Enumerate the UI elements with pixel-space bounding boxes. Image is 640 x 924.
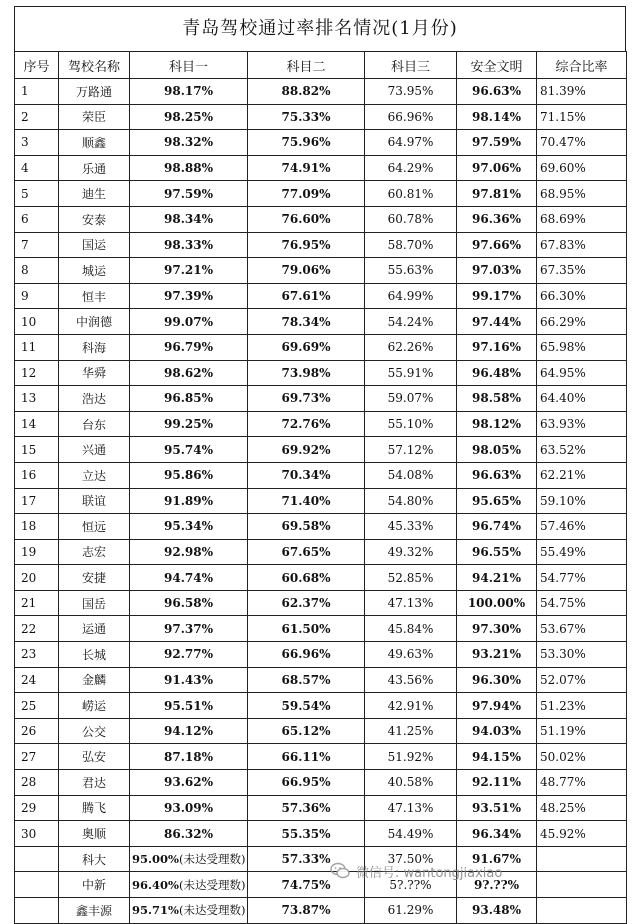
rank-cell: 28 xyxy=(15,770,59,796)
subject1-cell: 95.86% xyxy=(130,462,248,488)
subject3-cell: 51.92% xyxy=(365,744,457,770)
overall-cell: 64.40% xyxy=(537,386,627,412)
safety-cell: 98.58% xyxy=(457,386,537,412)
safety-cell: 98.05% xyxy=(457,437,537,463)
school-cell: 国岳 xyxy=(59,590,130,616)
rank-cell: 18 xyxy=(15,514,59,540)
table-row xyxy=(15,309,627,335)
safety-cell: 97.66% xyxy=(457,232,537,258)
subject3-cell: 54.24% xyxy=(365,309,457,335)
school-cell: 华舜 xyxy=(59,360,130,386)
overall-cell: 63.93% xyxy=(537,411,627,437)
overall-cell: 65.98% xyxy=(537,334,627,360)
rank-cell: 16 xyxy=(15,462,59,488)
school-cell: 公交 xyxy=(59,718,130,744)
school-cell: 恒丰 xyxy=(59,283,130,309)
header-rank: 序号 xyxy=(15,52,59,79)
overall-cell: 55.49% xyxy=(537,539,627,565)
overall-cell: 54.75% xyxy=(537,590,627,616)
subject1-note: (未达受理数) xyxy=(178,877,246,892)
overall-cell: 67.83% xyxy=(537,232,627,258)
safety-cell: 92.11% xyxy=(457,770,537,796)
school-cell: 长城 xyxy=(59,642,130,668)
safety-cell: 96.48% xyxy=(457,360,537,386)
subject3-cell: 5?.??% xyxy=(365,872,457,898)
safety-cell: 94.03% xyxy=(457,718,537,744)
safety-cell: 95.65% xyxy=(457,488,537,514)
school-cell: 荣臣 xyxy=(59,104,130,130)
rank-cell: 6 xyxy=(15,206,59,232)
school-cell: 城运 xyxy=(59,258,130,284)
subject3-cell: 49.63% xyxy=(365,642,457,668)
school-cell: 鑫丰源 xyxy=(59,898,130,924)
subject2-cell: 57.36% xyxy=(248,795,365,821)
subject3-cell: 41.25% xyxy=(365,718,457,744)
subject2-cell: 76.95% xyxy=(248,232,365,258)
subject2-cell: 73.87% xyxy=(248,898,365,924)
header-subject3: 科目三 xyxy=(365,52,457,79)
table-row xyxy=(15,283,627,309)
rank-cell: 23 xyxy=(15,642,59,668)
rank-cell: 22 xyxy=(15,616,59,642)
wechat-logo-icon xyxy=(330,862,350,880)
school-cell: 万路通 xyxy=(59,79,130,105)
school-cell: 中新 xyxy=(59,872,130,898)
subject2-cell: 77.09% xyxy=(248,181,365,207)
subject3-cell: 40.58% xyxy=(365,770,457,796)
safety-cell: 96.55% xyxy=(457,539,537,565)
school-cell: 弘安 xyxy=(59,744,130,770)
header-overall: 综合比率 xyxy=(537,52,627,79)
header-subject2: 科目二 xyxy=(248,52,365,79)
school-cell: 迪生 xyxy=(59,181,130,207)
subject3-cell: 47.13% xyxy=(365,795,457,821)
safety-cell: 93.21% xyxy=(457,642,537,668)
school-cell: 运通 xyxy=(59,616,130,642)
subject2-cell: 62.37% xyxy=(248,590,365,616)
ranking-table xyxy=(14,51,627,924)
subject2-cell: 66.96% xyxy=(248,642,365,668)
subject3-cell: 59.07% xyxy=(365,386,457,412)
subject1-note: (未达受理数) xyxy=(178,852,246,867)
rank-cell: 9 xyxy=(15,283,59,309)
rank-cell xyxy=(15,846,59,872)
safety-cell: 99.17% xyxy=(457,283,537,309)
subject1-cell: 86.32% xyxy=(130,821,248,847)
school-cell: 崂运 xyxy=(59,693,130,719)
subject1-cell: 98.17% xyxy=(130,79,248,105)
rank-cell: 4 xyxy=(15,155,59,181)
overall-cell: 66.29% xyxy=(537,309,627,335)
rank-cell: 26 xyxy=(15,718,59,744)
rank-cell xyxy=(15,872,59,898)
subject1-cell: 94.12% xyxy=(130,718,248,744)
subject2-cell: 55.35% xyxy=(248,821,365,847)
subject1-note: (未达受理数) xyxy=(178,903,246,918)
safety-cell: 93.51% xyxy=(457,795,537,821)
subject1-cell: 94.74% xyxy=(130,565,248,591)
rank-cell: 11 xyxy=(15,334,59,360)
subject1-cell: 97.37% xyxy=(130,616,248,642)
rank-cell: 19 xyxy=(15,539,59,565)
school-cell: 君达 xyxy=(59,770,130,796)
table-row xyxy=(15,821,627,847)
rank-cell: 30 xyxy=(15,821,59,847)
safety-cell: 97.59% xyxy=(457,130,537,156)
table-row xyxy=(15,206,627,232)
subject2-cell: 67.61% xyxy=(248,283,365,309)
table-row xyxy=(15,155,627,181)
rank-cell: 29 xyxy=(15,795,59,821)
rank-cell: 8 xyxy=(15,258,59,284)
overall-cell: 51.19% xyxy=(537,718,627,744)
safety-cell: 97.06% xyxy=(457,155,537,181)
subject2-cell: 59.54% xyxy=(248,693,365,719)
rank-cell: 5 xyxy=(15,181,59,207)
rank-cell: 13 xyxy=(15,386,59,412)
safety-cell: 96.63% xyxy=(457,462,537,488)
subject3-cell: 62.26% xyxy=(365,334,457,360)
subject2-cell: 60.68% xyxy=(248,565,365,591)
overall-cell xyxy=(537,898,627,924)
subject2-cell: 74.91% xyxy=(248,155,365,181)
table-row xyxy=(15,795,627,821)
subject2-cell: 65.12% xyxy=(248,718,365,744)
header-school: 驾校名称 xyxy=(59,52,130,79)
rank-cell: 20 xyxy=(15,565,59,591)
subject3-cell: 49.32% xyxy=(365,539,457,565)
subject1-cell: 93.09% xyxy=(130,795,248,821)
subject1-cell: 98.33% xyxy=(130,232,248,258)
subject1-cell: 97.21% xyxy=(130,258,248,284)
subject3-cell: 55.63% xyxy=(365,258,457,284)
subject1-value: 95.00% xyxy=(132,852,179,867)
subject3-cell: 66.96% xyxy=(365,104,457,130)
subject3-cell: 54.49% xyxy=(365,821,457,847)
table-row xyxy=(15,411,627,437)
subject1-cell: 97.59% xyxy=(130,181,248,207)
overall-cell: 45.92% xyxy=(537,821,627,847)
subject3-cell: 45.33% xyxy=(365,514,457,540)
subject3-cell: 64.99% xyxy=(365,283,457,309)
school-cell: 顺鑫 xyxy=(59,130,130,156)
school-cell: 安捷 xyxy=(59,565,130,591)
subject1-cell: 97.39% xyxy=(130,283,248,309)
subject3-cell: 61.29% xyxy=(365,898,457,924)
safety-cell: 94.21% xyxy=(457,565,537,591)
subject2-cell: 69.92% xyxy=(248,437,365,463)
subject1-value: 96.40% xyxy=(132,877,179,892)
table-row xyxy=(15,514,627,540)
school-cell: 台东 xyxy=(59,411,130,437)
subject1-cell: 95.74% xyxy=(130,437,248,463)
safety-cell: 94.15% xyxy=(457,744,537,770)
safety-cell: 97.94% xyxy=(457,693,537,719)
subject1-cell: 87.18% xyxy=(130,744,248,770)
ranking-document xyxy=(14,6,626,924)
subject2-cell: 68.57% xyxy=(248,667,365,693)
rank-cell: 27 xyxy=(15,744,59,770)
table-row xyxy=(15,565,627,591)
safety-cell: 100.00% xyxy=(457,590,537,616)
subject1-cell: 98.34% xyxy=(130,206,248,232)
rank-cell: 25 xyxy=(15,693,59,719)
subject1-cell: 93.62% xyxy=(130,770,248,796)
rank-cell: 3 xyxy=(15,130,59,156)
rank-cell: 2 xyxy=(15,104,59,130)
safety-cell: 93.48% xyxy=(457,898,537,924)
overall-cell: 69.60% xyxy=(537,155,627,181)
subject2-cell: 88.82% xyxy=(248,79,365,105)
rank-cell: 1 xyxy=(15,79,59,105)
school-cell: 志宏 xyxy=(59,539,130,565)
table-row xyxy=(15,718,627,744)
subject3-cell: 47.13% xyxy=(365,590,457,616)
table-row xyxy=(15,744,627,770)
table-row xyxy=(15,104,627,130)
table-row xyxy=(15,258,627,284)
school-cell: 国运 xyxy=(59,232,130,258)
overall-cell: 57.46% xyxy=(537,514,627,540)
subject1-cell: 96.58% xyxy=(130,590,248,616)
subject2-cell: 71.40% xyxy=(248,488,365,514)
safety-cell: 91.67% xyxy=(457,846,537,872)
safety-cell: 96.34% xyxy=(457,821,537,847)
school-cell: 科海 xyxy=(59,334,130,360)
overall-cell: 50.02% xyxy=(537,744,627,770)
subject3-cell: 73.95% xyxy=(365,79,457,105)
overall-cell: 54.77% xyxy=(537,565,627,591)
school-cell: 金麟 xyxy=(59,667,130,693)
subject3-cell: 60.78% xyxy=(365,206,457,232)
overall-cell: 51.23% xyxy=(537,693,627,719)
subject2-cell: 69.58% xyxy=(248,514,365,540)
school-cell: 科大 xyxy=(59,846,130,872)
school-cell: 安泰 xyxy=(59,206,130,232)
school-cell: 奥顺 xyxy=(59,821,130,847)
safety-cell: 97.03% xyxy=(457,258,537,284)
subject1-cell: 96.85% xyxy=(130,386,248,412)
subject1-cell: 98.32% xyxy=(130,130,248,156)
overall-cell: 62.21% xyxy=(537,462,627,488)
subject3-cell: 58.70% xyxy=(365,232,457,258)
overall-cell: 68.69% xyxy=(537,206,627,232)
table-row xyxy=(15,130,627,156)
school-cell: 立达 xyxy=(59,462,130,488)
document-title: 青岛驾校通过率排名情况(1月份) xyxy=(14,6,626,51)
school-cell: 恒远 xyxy=(59,514,130,540)
table-row xyxy=(15,360,627,386)
school-cell: 腾飞 xyxy=(59,795,130,821)
rank-cell: 17 xyxy=(15,488,59,514)
overall-cell: 59.10% xyxy=(537,488,627,514)
school-cell: 联谊 xyxy=(59,488,130,514)
safety-cell: 96.30% xyxy=(457,667,537,693)
watermark xyxy=(330,858,630,884)
safety-cell: 97.44% xyxy=(457,309,537,335)
subject2-cell: 76.60% xyxy=(248,206,365,232)
overall-cell: 70.47% xyxy=(537,130,627,156)
safety-cell: 96.36% xyxy=(457,206,537,232)
subject2-cell: 75.33% xyxy=(248,104,365,130)
table-row xyxy=(15,667,627,693)
overall-cell: 52.07% xyxy=(537,667,627,693)
school-cell: 浩达 xyxy=(59,386,130,412)
overall-cell: 67.35% xyxy=(537,258,627,284)
safety-cell: 97.16% xyxy=(457,334,537,360)
subject3-cell: 64.29% xyxy=(365,155,457,181)
safety-cell: 96.74% xyxy=(457,514,537,540)
rank-cell: 7 xyxy=(15,232,59,258)
subject2-cell: 75.96% xyxy=(248,130,365,156)
overall-cell: 81.39% xyxy=(537,79,627,105)
table-row xyxy=(15,693,627,719)
subject3-cell: 55.91% xyxy=(365,360,457,386)
subject1-cell: 91.89% xyxy=(130,488,248,514)
subject3-cell: 55.10% xyxy=(365,411,457,437)
safety-cell: 9?.??% xyxy=(457,872,537,898)
subject3-cell: 64.97% xyxy=(365,130,457,156)
subject3-cell: 54.08% xyxy=(365,462,457,488)
subject2-cell: 67.65% xyxy=(248,539,365,565)
school-cell: 兴通 xyxy=(59,437,130,463)
table-row xyxy=(15,437,627,463)
school-cell: 乐通 xyxy=(59,155,130,181)
subject3-cell: 37.50% xyxy=(365,846,457,872)
subject3-cell: 43.56% xyxy=(365,667,457,693)
watermark-text: 微信号: wantongjiaxiao xyxy=(356,865,503,881)
subject1-cell: 95.51% xyxy=(130,693,248,719)
subject1-cell xyxy=(130,898,248,924)
subject2-cell: 74.75% xyxy=(248,872,365,898)
subject2-cell: 72.76% xyxy=(248,411,365,437)
overall-cell: 48.25% xyxy=(537,795,627,821)
rank-cell: 14 xyxy=(15,411,59,437)
safety-cell: 98.12% xyxy=(457,411,537,437)
table-row xyxy=(15,79,627,105)
subject3-cell: 42.91% xyxy=(365,693,457,719)
subject1-cell: 98.88% xyxy=(130,155,248,181)
table-row xyxy=(15,539,627,565)
subject2-cell: 70.34% xyxy=(248,462,365,488)
table-row xyxy=(15,616,627,642)
table-row xyxy=(15,590,627,616)
school-cell: 中润德 xyxy=(59,309,130,335)
table-row xyxy=(15,386,627,412)
safety-cell: 97.81% xyxy=(457,181,537,207)
header-safety: 安全文明 xyxy=(457,52,537,79)
rank-cell xyxy=(15,898,59,924)
subject3-cell: 52.85% xyxy=(365,565,457,591)
subject3-cell: 45.84% xyxy=(365,616,457,642)
table-row xyxy=(15,488,627,514)
subject1-cell: 99.07% xyxy=(130,309,248,335)
subject2-cell: 69.69% xyxy=(248,334,365,360)
header-row xyxy=(15,52,627,79)
overall-cell: 53.30% xyxy=(537,642,627,668)
safety-cell: 97.30% xyxy=(457,616,537,642)
rank-cell: 15 xyxy=(15,437,59,463)
subject1-cell: 92.77% xyxy=(130,642,248,668)
subject3-cell: 60.81% xyxy=(365,181,457,207)
overall-cell: 63.52% xyxy=(537,437,627,463)
safety-cell: 96.63% xyxy=(457,79,537,105)
overall-cell: 71.15% xyxy=(537,104,627,130)
table-row xyxy=(15,232,627,258)
rank-cell: 24 xyxy=(15,667,59,693)
table-row-unranked xyxy=(15,898,627,924)
subject1-cell: 95.34% xyxy=(130,514,248,540)
table-row xyxy=(15,770,627,796)
overall-cell: 66.30% xyxy=(537,283,627,309)
subject1-cell: 96.79% xyxy=(130,334,248,360)
table-body xyxy=(15,79,627,924)
table-row xyxy=(15,642,627,668)
subject1-cell: 99.25% xyxy=(130,411,248,437)
subject2-cell: 66.95% xyxy=(248,770,365,796)
overall-cell: 64.95% xyxy=(537,360,627,386)
subject1-cell: 98.25% xyxy=(130,104,248,130)
subject1-cell xyxy=(130,846,248,872)
subject2-cell: 69.73% xyxy=(248,386,365,412)
overall-cell: 53.67% xyxy=(537,616,627,642)
subject2-cell: 66.11% xyxy=(248,744,365,770)
subject1-cell: 91.43% xyxy=(130,667,248,693)
rank-cell: 10 xyxy=(15,309,59,335)
rank-cell: 12 xyxy=(15,360,59,386)
table-row xyxy=(15,334,627,360)
overall-cell: 48.77% xyxy=(537,770,627,796)
subject3-cell: 54.80% xyxy=(365,488,457,514)
subject2-cell: 57.33% xyxy=(248,846,365,872)
overall-cell: 68.95% xyxy=(537,181,627,207)
subject1-cell: 98.62% xyxy=(130,360,248,386)
rank-cell: 21 xyxy=(15,590,59,616)
safety-cell: 98.14% xyxy=(457,104,537,130)
subject2-cell: 79.06% xyxy=(248,258,365,284)
subject1-value: 95.71% xyxy=(132,903,179,918)
header-subject1: 科目一 xyxy=(130,52,248,79)
subject1-cell xyxy=(130,872,248,898)
subject1-cell: 92.98% xyxy=(130,539,248,565)
subject2-cell: 73.98% xyxy=(248,360,365,386)
subject3-cell: 57.12% xyxy=(365,437,457,463)
table-row xyxy=(15,181,627,207)
table-row xyxy=(15,462,627,488)
subject2-cell: 78.34% xyxy=(248,309,365,335)
subject2-cell: 61.50% xyxy=(248,616,365,642)
